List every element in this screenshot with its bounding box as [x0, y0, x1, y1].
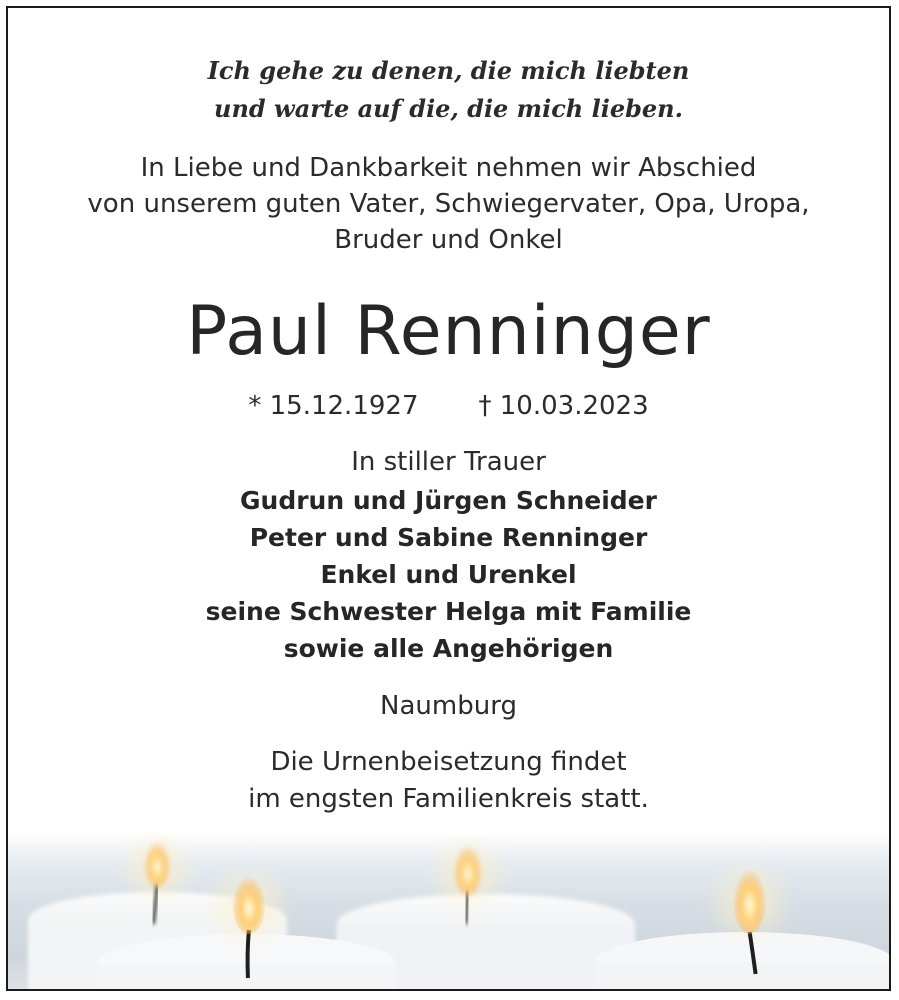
- quote-line: Ich gehe zu denen, die mich liebten: [207, 56, 690, 85]
- mourner-entry: Enkel und Urenkel: [320, 560, 577, 589]
- mourner-entry: sowie alle Angehörigen: [283, 634, 614, 663]
- intro-text: [8, 150, 889, 258]
- quote: [8, 52, 889, 128]
- place: Naumburg: [380, 691, 517, 721]
- deceased-name: Paul Renninger: [186, 292, 711, 371]
- birth-date: * 15.12.1927: [248, 391, 419, 421]
- burial-line: Die Urnenbeisetzung findet: [270, 747, 627, 777]
- burial-notice: [8, 744, 889, 818]
- quote-line: und warte auf die, die mich lieben.: [214, 94, 683, 123]
- mourner-entry: seine Schwester Helga mit Familie: [205, 597, 692, 626]
- candles-photo: [8, 832, 889, 991]
- candles-icon: [8, 832, 889, 991]
- mourner-entry: Gudrun und Jürgen Schneider: [240, 486, 657, 515]
- mourner-entry: Peter und Sabine Renninger: [249, 523, 648, 552]
- death-date: † 10.03.2023: [478, 391, 649, 421]
- mourners-list: [8, 482, 889, 667]
- obituary-card: [6, 6, 891, 991]
- intro-line: von unserem guten Vater, Schwiegervater, Opa, Uropa,: [87, 189, 810, 219]
- intro-line: In Liebe und Dankbarkeit nehmen wir Abschied: [140, 153, 757, 183]
- life-dates: [8, 388, 889, 424]
- burial-line: im engsten Familienkreis statt.: [248, 784, 649, 814]
- mourning-heading: In stiller Trauer: [351, 447, 546, 477]
- intro-line: Bruder und Onkel: [334, 225, 563, 255]
